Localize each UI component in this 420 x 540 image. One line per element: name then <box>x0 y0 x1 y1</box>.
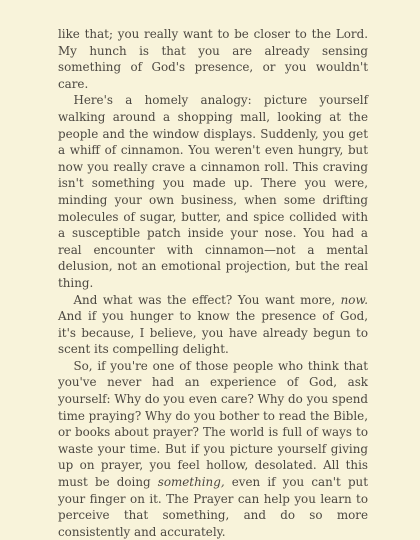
paragraph-text: So, if you're one of those people who think that you've never had an experience of God, ask yourself: Why do you even care? Why do you spend time praying? Why do you bother to read the Bible, or books about prayer? The world is full of ways to waste your time. But if you picture yourself giving up on prayer, you feel hollow, desolated. All this must be doing <box>58 358 368 490</box>
emphasis-text: now. <box>340 292 368 307</box>
paragraph-text: Here's a homely analogy: picture yourself walking around a shopping mall, looking at the people and the window displays. Suddenly, you get a whiff of cinnamon. You weren't even hungry, but now you really crave a cinnamon roll. This craving isn't something you made up. There you were, minding your own business, when some drifting molecules of sugar, butter, and spice collided with a susceptible patch inside your nose. You had a real encounter with cinnamon—not a mental delusion, not an emotional projection, but the real thing. <box>58 93 368 290</box>
paragraph-text: And what was the effect? You want more, <box>73 292 341 307</box>
emphasis-text: something, <box>157 475 225 490</box>
paragraph-continued <box>58 26 368 92</box>
paragraph-experience-of-god <box>58 358 368 540</box>
paragraph-text: And if you hunger to know the presence of God, it's because, I believe, you have already begun to scent its compelling delight. <box>58 309 368 357</box>
paragraph-effect <box>58 292 368 358</box>
paragraph-text: even if you can't put your finger on it. The Prayer can help you learn to perceive that something, and do so more consistently and accurately. <box>58 475 368 539</box>
paragraph-text: like that; you really want to be closer to the Lord. My hunch is that you are already sensing something of God's presence, or you wouldn't care. <box>58 27 368 91</box>
paragraph-cinnamon-analogy <box>58 92 368 291</box>
book-page-text <box>58 26 368 540</box>
